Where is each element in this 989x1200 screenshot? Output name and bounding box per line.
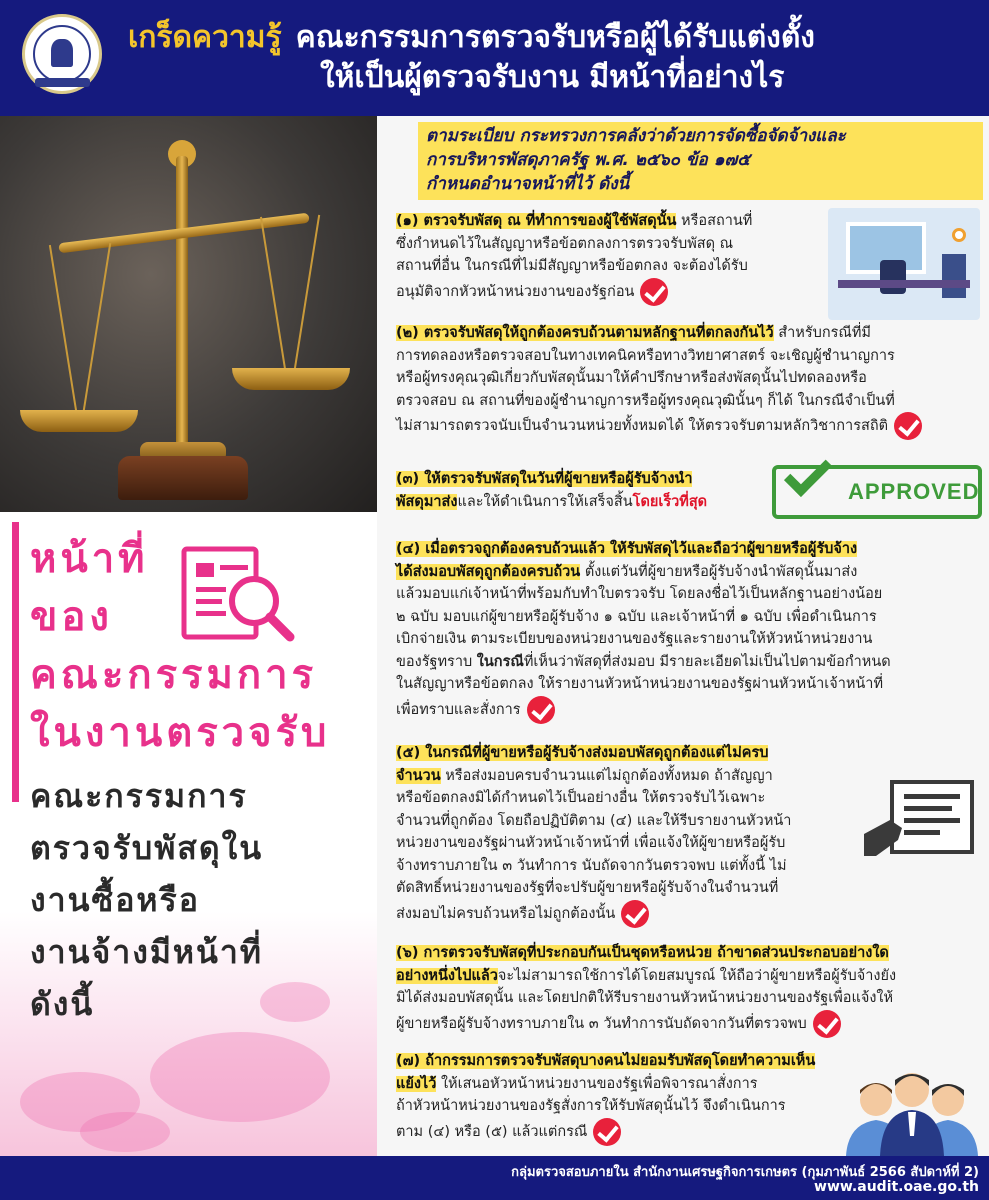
scales-of-justice-image bbox=[0, 116, 377, 512]
duty-title: หน้าที่ ของ คณะกรรมการ ในงานตรวจรับ bbox=[30, 536, 331, 756]
footer-bar bbox=[0, 1156, 989, 1200]
ministry-seal-icon bbox=[22, 14, 102, 94]
page-title bbox=[128, 18, 978, 98]
check-icon bbox=[593, 1118, 621, 1146]
office-illustration-icon bbox=[828, 208, 980, 320]
check-icon bbox=[813, 1010, 841, 1038]
duty-item-7: (๗) ถ้ากรรมการตรวจรับพัสดุบางคนไม่ยอมรับพัสดุโดยทำความเห็น แย้งไว้ ให้เสนอหัวหน้าหน่วยงานของรัฐเพื่อพิจารณาสั่งการ ถ้าหัวหน้าหน่วยงานของรัฐสั่งการให้รับพัสดุนั้นไว้ จึงดำเนินการ ตาม (๔) หรือ (๕) แล้วแต่กรณี bbox=[396, 1050, 836, 1146]
duty-item-6: (๖) การตรวจรับพัสดุที่ประกอบกันเป็นชุดหรือหน่วย ถ้าขาดส่วนประกอบอย่างใด อย่างหนึ่งไปแล้วจะไม่สามารถใช้การได้โดยสมบูรณ์ ให้ถือว่าผู้ขายหรือผู้รับจ้างยัง มิได้ส่งมอบพัสดุนั้น และโดยปกติให้รีบรายงานหัวหน้าหน่วยงานของรัฐเพื่อแจ้งให้ ผู้ขายหรือผู้รับจ้างทราบภายใน ๓ วันทำการนับถัดจากวันที่ตรวจพบ bbox=[396, 942, 986, 1038]
footer-credit: กลุ่มตรวจสอบภายใน สำนักงานเศรษฐกิจการเกษตร (กุมภาพันธ์ 2566 สัปดาห์ที่ 2) bbox=[511, 1165, 979, 1180]
check-icon bbox=[621, 900, 649, 928]
duty-subtitle: คณะกรรมการ ตรวจรับพัสดุใน งานซื้อหรือ งานจ้างมีหน้าที่ ดังนี้ bbox=[30, 777, 264, 1023]
check-icon bbox=[640, 278, 668, 306]
approved-stamp: APPROVED bbox=[772, 465, 982, 519]
check-icon bbox=[894, 412, 922, 440]
regulation-intro: ตามระเบียบ กระทรวงการคลังว่าด้วยการจัดซื้อจัดจ้างและ การบริหารพัสดุภาครัฐ พ.ศ. ๒๕๖๐ ข้อ ๑๗๕ กำหนดอำนาจหน้าที่ไว้ ดังนี้ bbox=[418, 122, 983, 200]
document-search-icon bbox=[180, 545, 298, 645]
duty-item-3: (๓) ให้ตรวจรับพัสดุในวันที่ผู้ขายหรือผู้รับจ้างนำ พัสดุมาส่งและให้ดำเนินการให้เสร็จสิ้นโดยเร็วที่สุด bbox=[396, 471, 708, 510]
duty-item-2: (๒) ตรวจรับพัสดุให้ถูกต้องครบถ้วนตามหลักฐานที่ตกลงกันไว้ สำหรับกรณีที่มี การทดลองหรือตรวจสอบในทางเทคนิคหรือทางวิทยาศาสตร์ จะเชิญผู้ชำนาญการ หรือผู้ทรงคุณวุฒิเกี่ยวกับพัสดุนั้นมาให้คำปรึกษาหรือส่งพัสดุนั้นไปทดลองหรือ ตรวจสอบ ณ สถานที่ของผู้ชำนาญการหรือผู้ทรงคุณวุฒินั้นๆ ก็ได้ ในกรณีจำเป็นที่ ไม่สามารถตรวจนับเป็นจำนวนหน่วยทั้งหมดได้ ให้ตรวจรับตามหลักวิชาการสถิติ bbox=[396, 322, 986, 440]
title-highlight: เกร็ดความรู้ bbox=[128, 20, 282, 55]
footer-website-link[interactable]: www.audit.oae.go.th bbox=[814, 1179, 979, 1195]
duty-item-5: (๕) ในกรณีที่ผู้ขายหรือผู้รับจ้างส่งมอบพัสดุถูกต้องแต่ไม่ครบ จำนวน หรือส่งมอบครบจำนวนแต่ไม่ถูกต้องทั้งหมด ถ้าสัญญา หรือข้อตกลงมิได้กำหนดไว้เป็นอย่างอื่น ให้ตรวจรับไว้เฉพาะ จำนวนที่ถูกต้อง โดยถือปฏิบัติตาม (๔) และให้รีบรายงานหัวหน้า หน่วยงานของรัฐผ่านหัวหน้าเจ้าหน้าที่ เพื่อแจ้งให้ผู้ขายหรือผู้รับ จ้างทราบภายใน ๓ วันทำการ นับถัดจากวันตรวจพบ แต่ทั้งนี้ ไม่ ตัดสิทธิ์หน่วยงานของรัฐที่จะปรับผู้ขายหรือผู้รับจ้างในจำนวนที่ ส่งมอบไม่ครบถ้วนหรือไม่ถูกต้องนั้น bbox=[396, 742, 856, 928]
business-people-icon bbox=[836, 1064, 986, 1156]
hand-document-icon bbox=[862, 776, 982, 872]
header-bar bbox=[0, 0, 989, 116]
check-icon bbox=[527, 696, 555, 724]
pink-accent-bar bbox=[12, 522, 19, 802]
title-line-2: ให้เป็นผู้ตรวจรับงาน มีหน้าที่อย่างไร bbox=[320, 60, 785, 95]
title-line-1: คณะกรรมการตรวจรับหรือผู้ได้รับแต่งตั้ง bbox=[295, 20, 815, 55]
duty-item-1: (๑) ตรวจรับพัสดุ ณ ที่ทำการของผู้ใช้พัสดุนั้น หรือสถานที่ ซึ่งกำหนดไว้ในสัญญาหรือข้อตกลงการตรวจรับพัสดุ ณ สถานที่อื่น ในกรณีที่ไม่มีสัญญาหรือข้อตกลง จะต้องได้รับ อนุมัติจากหัวหน้าหน่วยงานของรัฐก่อน bbox=[396, 210, 836, 306]
duty-item-4: (๔) เมื่อตรวจถูกต้องครบถ้วนแล้ว ให้รับพัสดุไว้และถือว่าผู้ขายหรือผู้รับจ้าง ได้ส่งมอบพัสดุถูกต้องครบถ้วน ตั้งแต่วันที่ผู้ขายหรือผู้รับจ้างนำพัสดุนั้นมาส่ง แล้วมอบแก่เจ้าหน้าที่พร้อมกับทำใบตรวจรับ โดยลงชื่อไว้เป็นหลักฐานอย่างน้อย ๒ ฉบับ มอบแก่ผู้ขายหรือผู้รับจ้าง ๑ ฉบับ และเจ้าหน้าที่ ๑ ฉบับ เพื่อดำเนินการ เบิกจ่ายเงิน ตามระเบียบของหน่วยงานของรัฐและรายงานให้หัวหน้าหน่วยงาน ของรัฐทราบ ในกรณีที่เห็นว่าพัสดุที่ส่งมอบ มีรายละเอียดไม่เป็นไปตามข้อกำหนด ในสัญญาหรือข้อตกลง ให้รายงานหัวหน้าหน่วยงานของรัฐผ่านหัวหน้าเจ้าหน้าที่ เพื่อทราบและสั่งการ bbox=[396, 538, 986, 724]
